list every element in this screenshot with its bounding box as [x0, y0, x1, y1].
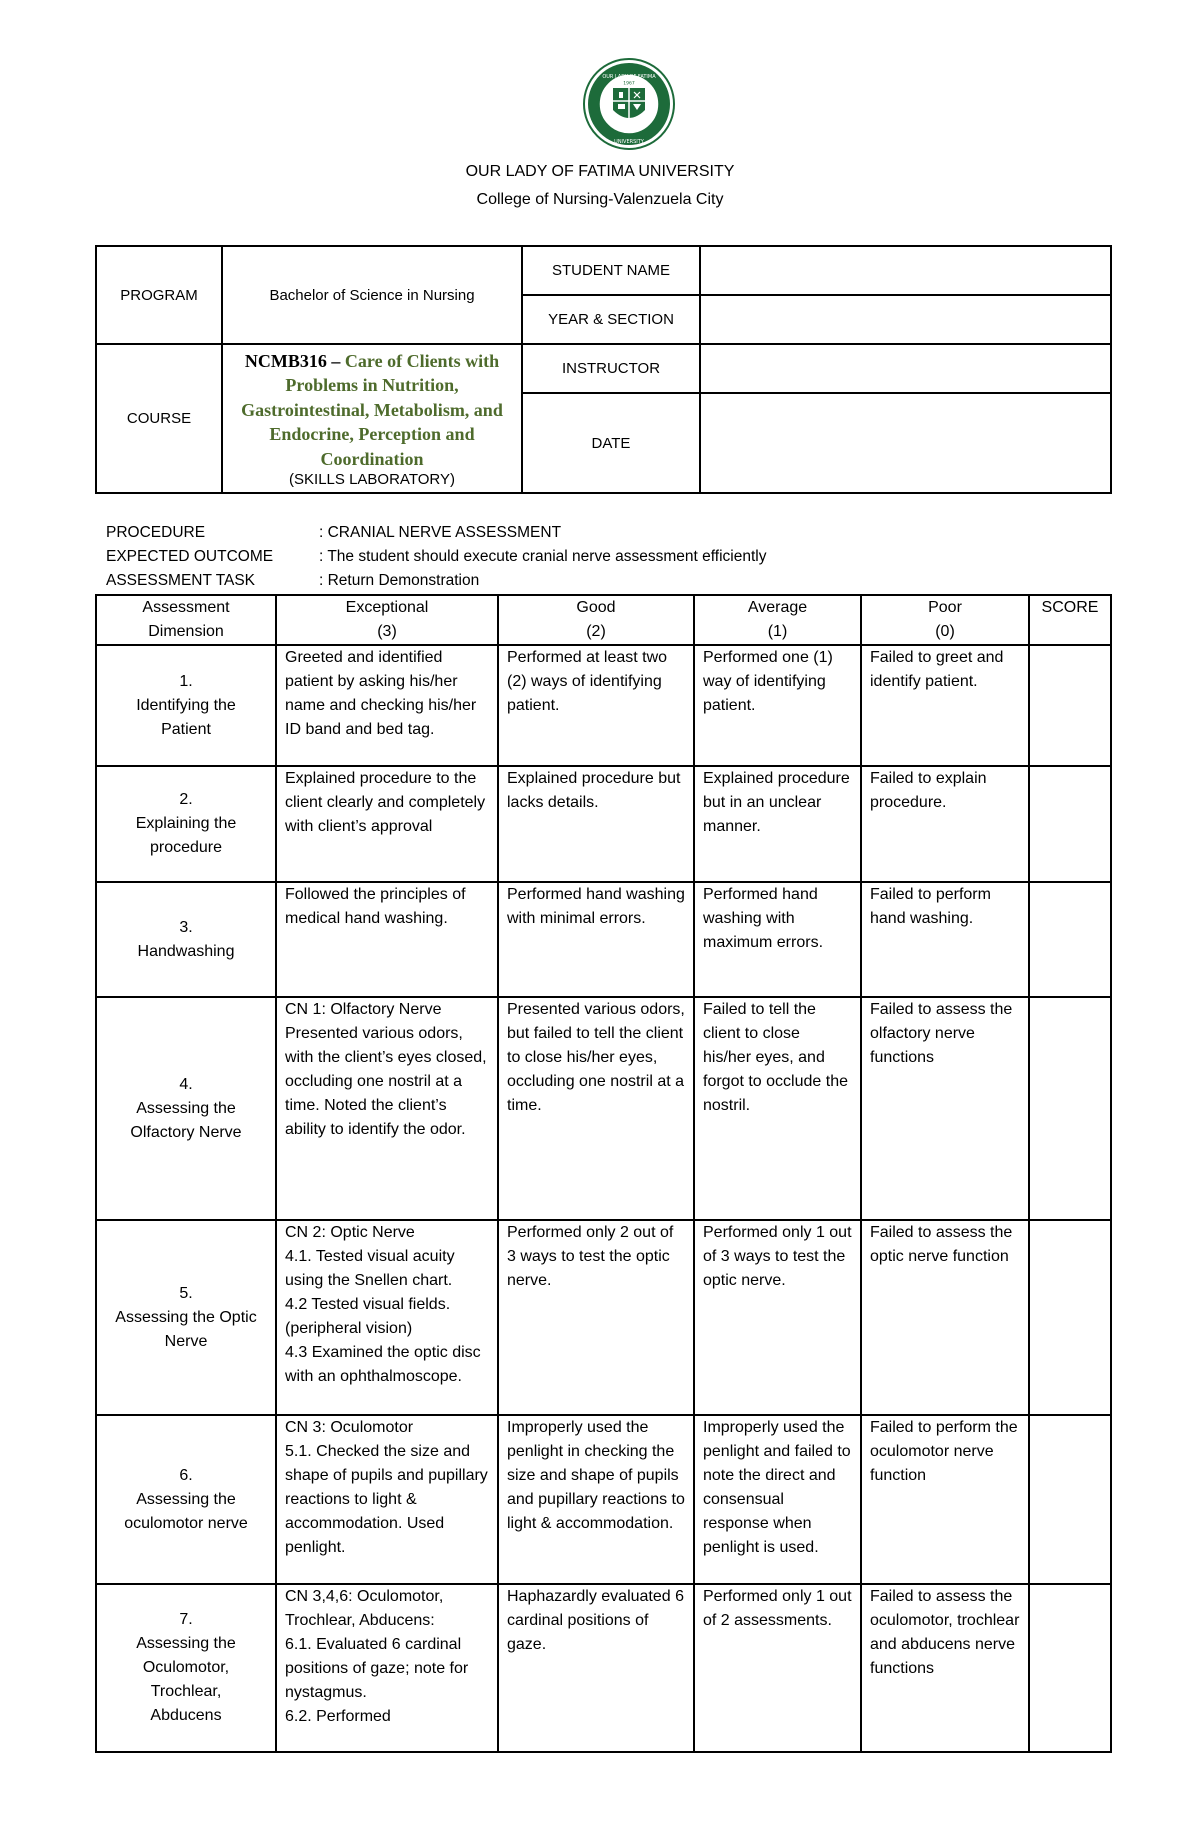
svg-text:UNIVERSITY: UNIVERSITY	[614, 139, 644, 145]
row-poor: Failed to greet and identify patient.	[861, 645, 1029, 766]
program-value: Bachelor of Science in Nursing	[222, 246, 522, 344]
row-poor: Failed to assess the oculomotor, trochlear and abducens nerve functions	[861, 1584, 1029, 1752]
row-good: Performed only 2 out of 3 ways to test the optic nerve.	[498, 1220, 694, 1415]
row-dimension: 6. Assessing the oculomotor nerve	[96, 1415, 276, 1584]
course-info-table	[95, 245, 1112, 494]
course-label: COURSE	[96, 344, 222, 493]
row-average: Performed only 1 out of 2 assessments.	[694, 1584, 861, 1752]
rubric-row	[96, 882, 1111, 997]
row-dimension: 4. Assessing the Olfactory Nerve	[96, 997, 276, 1220]
course-subtitle: (SKILLS LABORATORY)	[289, 471, 455, 489]
row-exceptional: CN 3: Oculomotor 5.1. Checked the size and shape of pupils and pupillary reactions to light & accommodation. Used penlight.	[276, 1415, 498, 1584]
rubric-row	[96, 1584, 1111, 1752]
row-score-field[interactable]	[1029, 1584, 1111, 1752]
course-code: NCMB316 –	[244, 350, 345, 371]
course-title	[227, 349, 517, 472]
row-score-field[interactable]	[1029, 1415, 1111, 1584]
rubric-header-row	[96, 595, 1111, 645]
header-dimension: Assessment Dimension	[96, 595, 276, 645]
course-value	[222, 344, 522, 493]
header-average: Average (1)	[694, 595, 861, 645]
row-exceptional: CN 1: Olfactory Nerve Presented various odors, with the client’s eyes closed, occluding one nostril at a time. Noted the client’s ability to identify the odor.	[276, 997, 498, 1220]
row-score-field[interactable]	[1029, 882, 1111, 997]
instructor-field[interactable]	[700, 344, 1111, 393]
row-poor: Failed to explain procedure.	[861, 766, 1029, 882]
assessment-task-value: : Return Demonstration	[319, 572, 480, 589]
svg-text:OUR LADY OF FATIMA: OUR LADY OF FATIMA	[602, 74, 656, 80]
header-good: Good (2)	[498, 595, 694, 645]
row-good: Improperly used the penlight in checking the size and shape of pupils and pupillary reactions to light & accommodation.	[498, 1415, 694, 1584]
row-dimension: 5. Assessing the Optic Nerve	[96, 1220, 276, 1415]
row-score-field[interactable]	[1029, 997, 1111, 1220]
row-average: Explained procedure but in an unclear manner.	[694, 766, 861, 882]
course-name: Care of Clients with Problems in Nutrition, Gastrointestinal, Metabolism, and Endocrine, Perception and Coordination	[241, 350, 503, 469]
row-score-field[interactable]	[1029, 645, 1111, 766]
program-label: PROGRAM	[96, 246, 222, 344]
header-poor: Poor (0)	[861, 595, 1029, 645]
rubric-row	[96, 1415, 1111, 1584]
rubric-row	[96, 1220, 1111, 1415]
student-name-label: STUDENT NAME	[522, 246, 700, 295]
row-poor: Failed to perform the oculomotor nerve function	[861, 1415, 1029, 1584]
row-poor: Failed to assess the optic nerve function	[861, 1220, 1029, 1415]
rubric-table	[95, 594, 1112, 1753]
row-exceptional: Explained procedure to the client clearly and completely with client’s approval	[276, 766, 498, 882]
instructor-label: INSTRUCTOR	[522, 344, 700, 393]
row-exceptional: CN 3,4,6: Oculomotor, Trochlear, Abducens: 6.1. Evaluated 6 cardinal positions of gaze; note for nystagmus. 6.2. Performed	[276, 1584, 498, 1752]
row-dimension: 2. Explaining the procedure	[96, 766, 276, 882]
expected-outcome-value: : The student should execute cranial nerve assessment efficiently	[319, 548, 767, 565]
header-score: SCORE	[1029, 595, 1111, 645]
year-section-label: YEAR & SECTION	[522, 295, 700, 344]
row-average: Failed to tell the client to close his/her eyes, and forgot to occlude the nostril.	[694, 997, 861, 1220]
row-good: Performed at least two (2) ways of identifying patient.	[498, 645, 694, 766]
student-name-field[interactable]	[700, 246, 1111, 295]
row-good: Haphazardly evaluated 6 cardinal positions of gaze.	[498, 1584, 694, 1752]
procedure-label: PROCEDURE	[106, 524, 206, 541]
row-exceptional: Followed the principles of medical hand washing.	[276, 882, 498, 997]
row-dimension: 3. Handwashing	[96, 882, 276, 997]
row-dimension: 1. Identifying the Patient	[96, 645, 276, 766]
university-seal-logo	[583, 58, 675, 150]
college-name: College of Nursing-Valenzuela City	[476, 191, 724, 208]
row-poor: Failed to assess the olfactory nerve functions	[861, 997, 1029, 1220]
date-label: DATE	[522, 393, 700, 493]
row-good: Performed hand washing with minimal errors.	[498, 882, 694, 997]
row-score-field[interactable]	[1029, 766, 1111, 882]
row-exceptional: CN 2: Optic Nerve 4.1. Tested visual acuity using the Snellen chart. 4.2 Tested visual fields. (peripheral vision) 4.3 Examined the optic disc with an ophthalmoscope.	[276, 1220, 498, 1415]
row-average: Performed only 1 out of 3 ways to test the optic nerve.	[694, 1220, 861, 1415]
row-average: Improperly used the penlight and failed to note the direct and consensual response when penlight is used.	[694, 1415, 861, 1584]
row-exceptional: Greeted and identified patient by asking his/her name and checking his/her ID band and bed tag.	[276, 645, 498, 766]
year-section-field[interactable]	[700, 295, 1111, 344]
row-average: Performed one (1) way of identifying patient.	[694, 645, 861, 766]
row-poor: Failed to perform hand washing.	[861, 882, 1029, 997]
row-good: Explained procedure but lacks details.	[498, 766, 694, 882]
university-name: OUR LADY OF FATIMA UNIVERSITY	[465, 163, 735, 180]
row-dimension: 7. Assessing the Oculomotor, Trochlear, Abducens	[96, 1584, 276, 1752]
row-score-field[interactable]	[1029, 1220, 1111, 1415]
procedure-value: : CRANIAL NERVE ASSESSMENT	[319, 524, 562, 541]
date-field[interactable]	[700, 393, 1111, 493]
svg-text:1967: 1967	[623, 81, 635, 87]
rubric-row	[96, 766, 1111, 882]
rubric-row	[96, 997, 1111, 1220]
header-exceptional: Exceptional (3)	[276, 595, 498, 645]
row-good: Presented various odors, but failed to tell the client to close his/her eyes, occluding one nostril at a time.	[498, 997, 694, 1220]
assessment-task-label: ASSESSMENT TASK	[106, 572, 256, 589]
row-average: Performed hand washing with maximum errors.	[694, 882, 861, 997]
expected-outcome-label: EXPECTED OUTCOME	[106, 548, 274, 565]
rubric-row	[96, 645, 1111, 766]
